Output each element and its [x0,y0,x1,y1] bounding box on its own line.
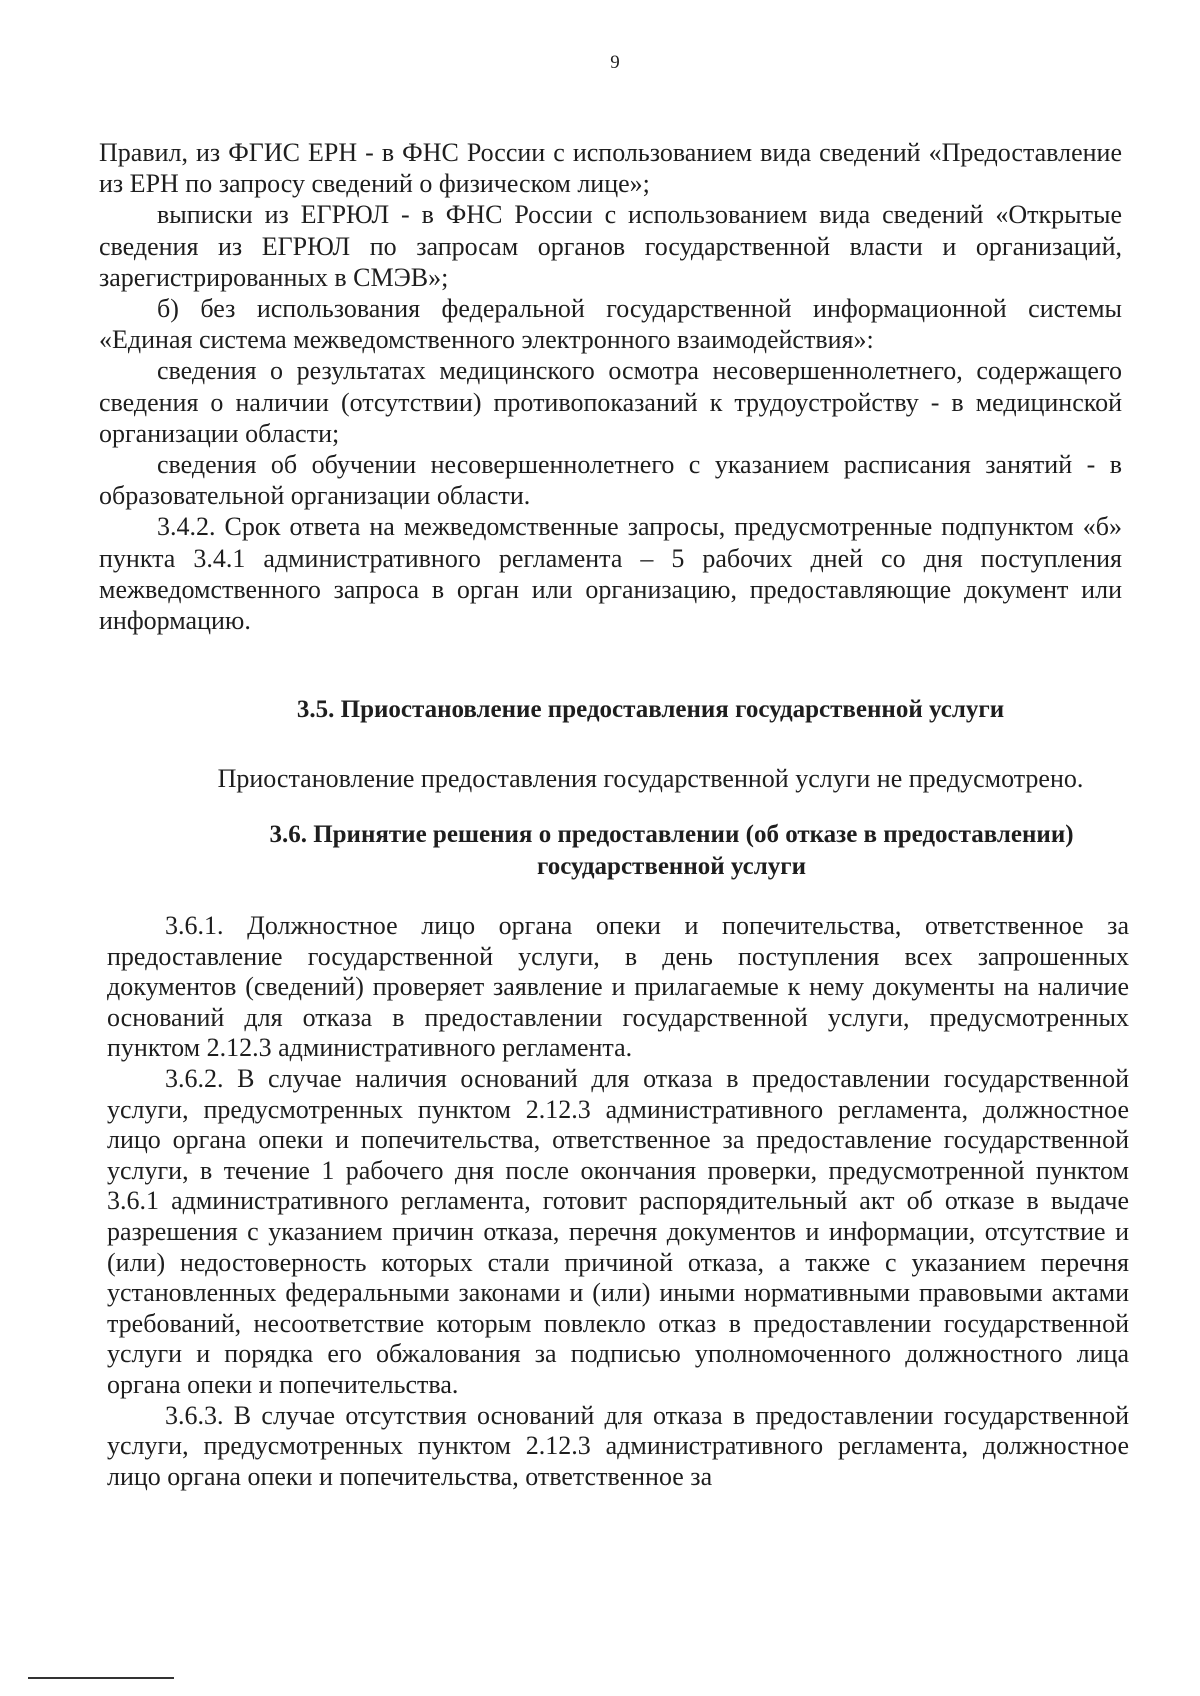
paragraph-item-b: б) без использования федеральной государственной информационной системы «Единая система межведомственного электронного взаимодействия»: [99,294,1122,355]
section-heading-3-6-line-1: 3.6. Принятие решения о предоставлении (об отказе в предоставлении) [269,821,1074,848]
section-3-5-text: Приостановление предоставления государственной услуги не предусмотрено. [217,764,1084,793]
paragraph-3-6-3: 3.6.3. В случае отсутствия оснований для отказа в предоставлении государственной услуги, предусмотренных пунктом 2.12.3 административного регламента, должностное лицо органа опеки и попечительства, ответственное за [107,1400,1129,1491]
section-heading-3-5: 3.5. Приостановление предоставления государственной услуги [296,696,1005,723]
paragraph-3-6-1: 3.6.1. Должностное лицо органа опеки и попечительства, ответственное за предоставление государственной услуги, в день поступления всех запрошенных документов (сведений) проверяет заявление и прилагаемые к нему документы на наличие оснований для отказа в предоставлении государственной услуги, предусмотренных пунктом 2.12.3 административного регламента. [107,911,1129,1063]
paragraph-ern-continuation: Правил, из ФГИС ЕРН - в ФНС России с использованием вида сведений «Предоставление из ЕРН по запросу сведений о физическом лице»; [99,138,1122,199]
section-heading-3-6 [140,819,1200,883]
footer-divider [28,1677,174,1679]
section-3-6-paragraphs [107,911,1129,1492]
paragraphs-top [99,137,1122,636]
paragraph-3-6-2: 3.6.2. В случае наличия оснований для отказа в предоставлении государственной услуги, предусмотренных пунктом 2.12.3 административного регламента, должностное лицо органа опеки и попечительства, ответственное за предоставление государственной услуги, в течение 1 рабочего дня после окончания проверки, предусмотренной пунктом 3.6.1 административного регламента, готовит распорядительный акт об отказе в выдаче разрешения с указанием причин отказа, перечня документов и информации, отсутствие и (или) недостоверность которых стали причиной отказа, а также с указанием перечня установленных федеральными законами и (или) иными нормативными правовыми актами требований, несоответствие которым повлекло отказ в предоставлении государственной услуги и порядка его обжалования за подписью уполномоченного должностного лица органа опеки и попечительства. [107,1063,1129,1399]
paragraph-egrul-extract: выписки из ЕГРЮЛ - в ФНС России с использованием вида сведений «Открытые сведения из ЕГРЮЛ по запросам органов государственной власти и организаций, зарегистрированных в СМЭВ»; [99,200,1122,292]
page-number: 9 [610,52,620,73]
paragraph-medical-info: сведения о результатах медицинского осмотра несовершеннолетнего, содержащего сведения о наличии (отсутствии) противопоказаний к трудоустройству - в медицинской организации области; [99,356,1122,448]
paragraph-education-info: сведения об обучении несовершеннолетнего с указанием расписания занятий - в образовательной организации области. [99,450,1122,511]
paragraph-3-4-2: 3.4.2. Срок ответа на межведомственные запросы, предусмотренные подпунктом «б» пункта 3.4.1 административного регламента – 5 рабочих дней со дня поступления межведомственного запроса в орган или организацию, предоставляющие документ или информацию. [99,512,1122,636]
section-heading-3-6-line-2: государственной услуги [536,853,807,880]
